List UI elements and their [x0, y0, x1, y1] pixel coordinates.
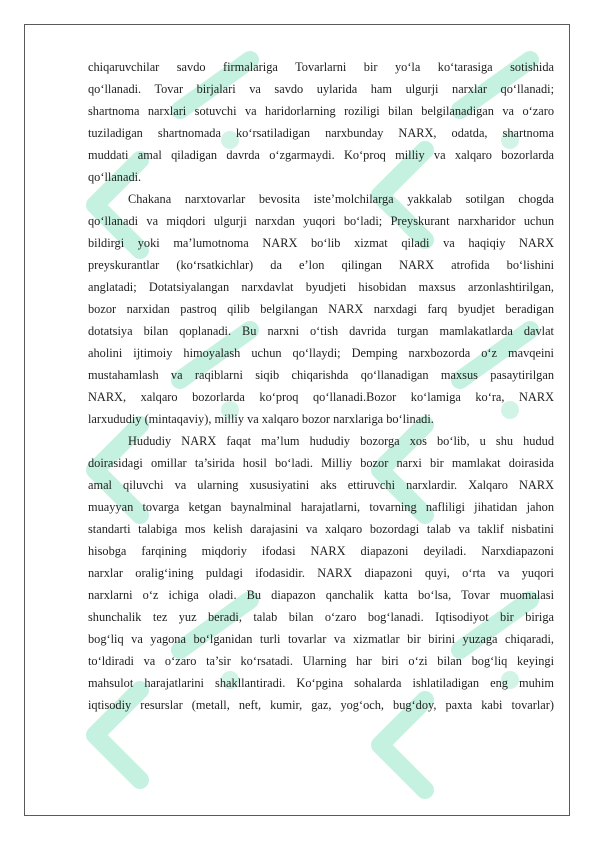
paragraph-line: doirasidagi omillar ta’sirida hosil bo‘ladi. Milliy bozor narxi bir mamlakat doirasida [88, 456, 554, 470]
paragraph-line: standarti talabiga mos kelish darajasini va xalqaro bozordagi talab va taklif nisbatini [88, 522, 554, 536]
paragraph-line: chiqaruvchilar savdo firmalariga Tovarlarni bir yo‘la ko‘tarasiga sotishida [88, 60, 554, 74]
paragraph-line: mustahamlash va raqiblarni siqib chiqarishda qo‘llanadigan maxsus pasaytirilgan [88, 368, 554, 382]
paragraph-line: iqtisodiy resurslar (metall, neft, kumir, gaz, yog‘och, bug‘doy, paxta kabi tovarlar) [88, 698, 554, 712]
paragraph-line: bildirgi yoki ma’lumotnoma NARX bo‘lib xizmat qiladi va haqiqiy NARX [88, 236, 554, 250]
paragraph-line: Hududiy NARX faqat ma’lum hududiy bozorga xos bo‘lib, u shu hudud [128, 434, 554, 448]
paragraph-line: amal qiluvchi va ularning xususiyatini aks ettiruvchi narxlardir. Xalqaro NARX [88, 478, 554, 492]
paragraph-line: aholini ijtimoiy himoyalash uchun qo‘llaydi; Demping narxbozorda o‘z mavqeini [88, 346, 554, 360]
paragraph-line: mahsulot harajatlarini shakllantiradi. Ko‘pgina sohalarda ishlatiladigan eng muhim [88, 676, 554, 690]
paragraph-line: shartnoma narxlari sotuvchi va haridorlarning roziligi bilan belgilanadigan va o‘zaro [88, 104, 554, 118]
paragraph-line: to‘ldiradi va o‘zaro ta’sir ko‘rsatadi. Ularning har biri o‘zi bilan bog‘liq keyingi [88, 654, 554, 668]
paragraph-line: tuziladigan shartnomada ko‘rsatiladigan narxbunday NARX, odatda, shartnoma [88, 126, 554, 140]
paragraph-line: qo‘llanadi. Tovar birjalari va savdo uylarida ham ulgurji narxlar qo‘llanadi; [88, 82, 554, 96]
paragraph-line: narxlar oralig‘ining puldagi ifodasidir. NARX diapazoni quyi, o‘rta va yuqori [88, 566, 554, 580]
paragraph-line: bog‘liq va yagona bo‘lganidan turli tovarlar va xizmatlar bir birini yuzaga chiqaradi, [88, 632, 554, 646]
paragraph-line: qo‘llanadi va miqdori ulgurji narxdan yuqori bo‘ladi; Preyskurant narxharidor uchun [88, 214, 554, 228]
paragraph-1 [88, 56, 554, 188]
paragraph-line: anglatadi; Dotatsiyalangan narxdavlat byudjeti hisobidan maxsus arzonlashtirilgan, [88, 280, 554, 294]
paragraph-line: preyskurantlar (ko‘rsatkichlar) da e’lon qilingan NARX atrofida bo‘lishini [88, 258, 554, 272]
paragraph-2 [88, 188, 554, 430]
document-body [88, 56, 554, 716]
paragraph-line: shunchalik tez yuz beradi, talab bilan o‘zaro bog‘lanadi. Iqtisodiyot bir biriga [88, 610, 554, 624]
paragraph-line: muddati amal qiladigan davrda o‘zgarmaydi. Ko‘proq milliy va xalqaro bozorlarda [88, 148, 554, 162]
paragraph-line: hisobga farqining miqdoriy ifodasi NARX diapazoni deyiladi. Narxdiapazoni [88, 544, 554, 558]
paragraph-line: Chakana narxtovarlar bevosita iste’molchilarga yakkalab sotilgan chogda [128, 192, 554, 206]
paragraph-line: NARX, xalqaro bozorlarda ko‘proq qo‘llanadi.Bozor ko‘lamiga ko‘ra, NARX [88, 390, 554, 404]
paragraph-line: narxlarni o‘z ichiga oladi. Bu diapazon qanchalik katta bo‘lsa, Tovar muomalasi [88, 588, 554, 602]
paragraph-line: qo‘llanadi. [88, 170, 142, 184]
paragraph-line: bozor narxidan pastroq qilib belgilangan NARX narxdagi farq byudjet beradigan [88, 302, 554, 316]
paragraph-line: muayyan tovarga ketgan baynalminal harajatlarni, tovarning nafliligi jihatidan jahon [88, 500, 554, 514]
paragraph-line: dotatsiya bilan qoplanadi. Bu narxni o‘tish davrida turgan mamlakatlarda davlat [88, 324, 554, 338]
paragraph-line: larxududiy (mintaqaviy), milliy va xalqaro bozor narxlariga bo‘linadi. [88, 412, 434, 426]
paragraph-3 [88, 430, 554, 716]
